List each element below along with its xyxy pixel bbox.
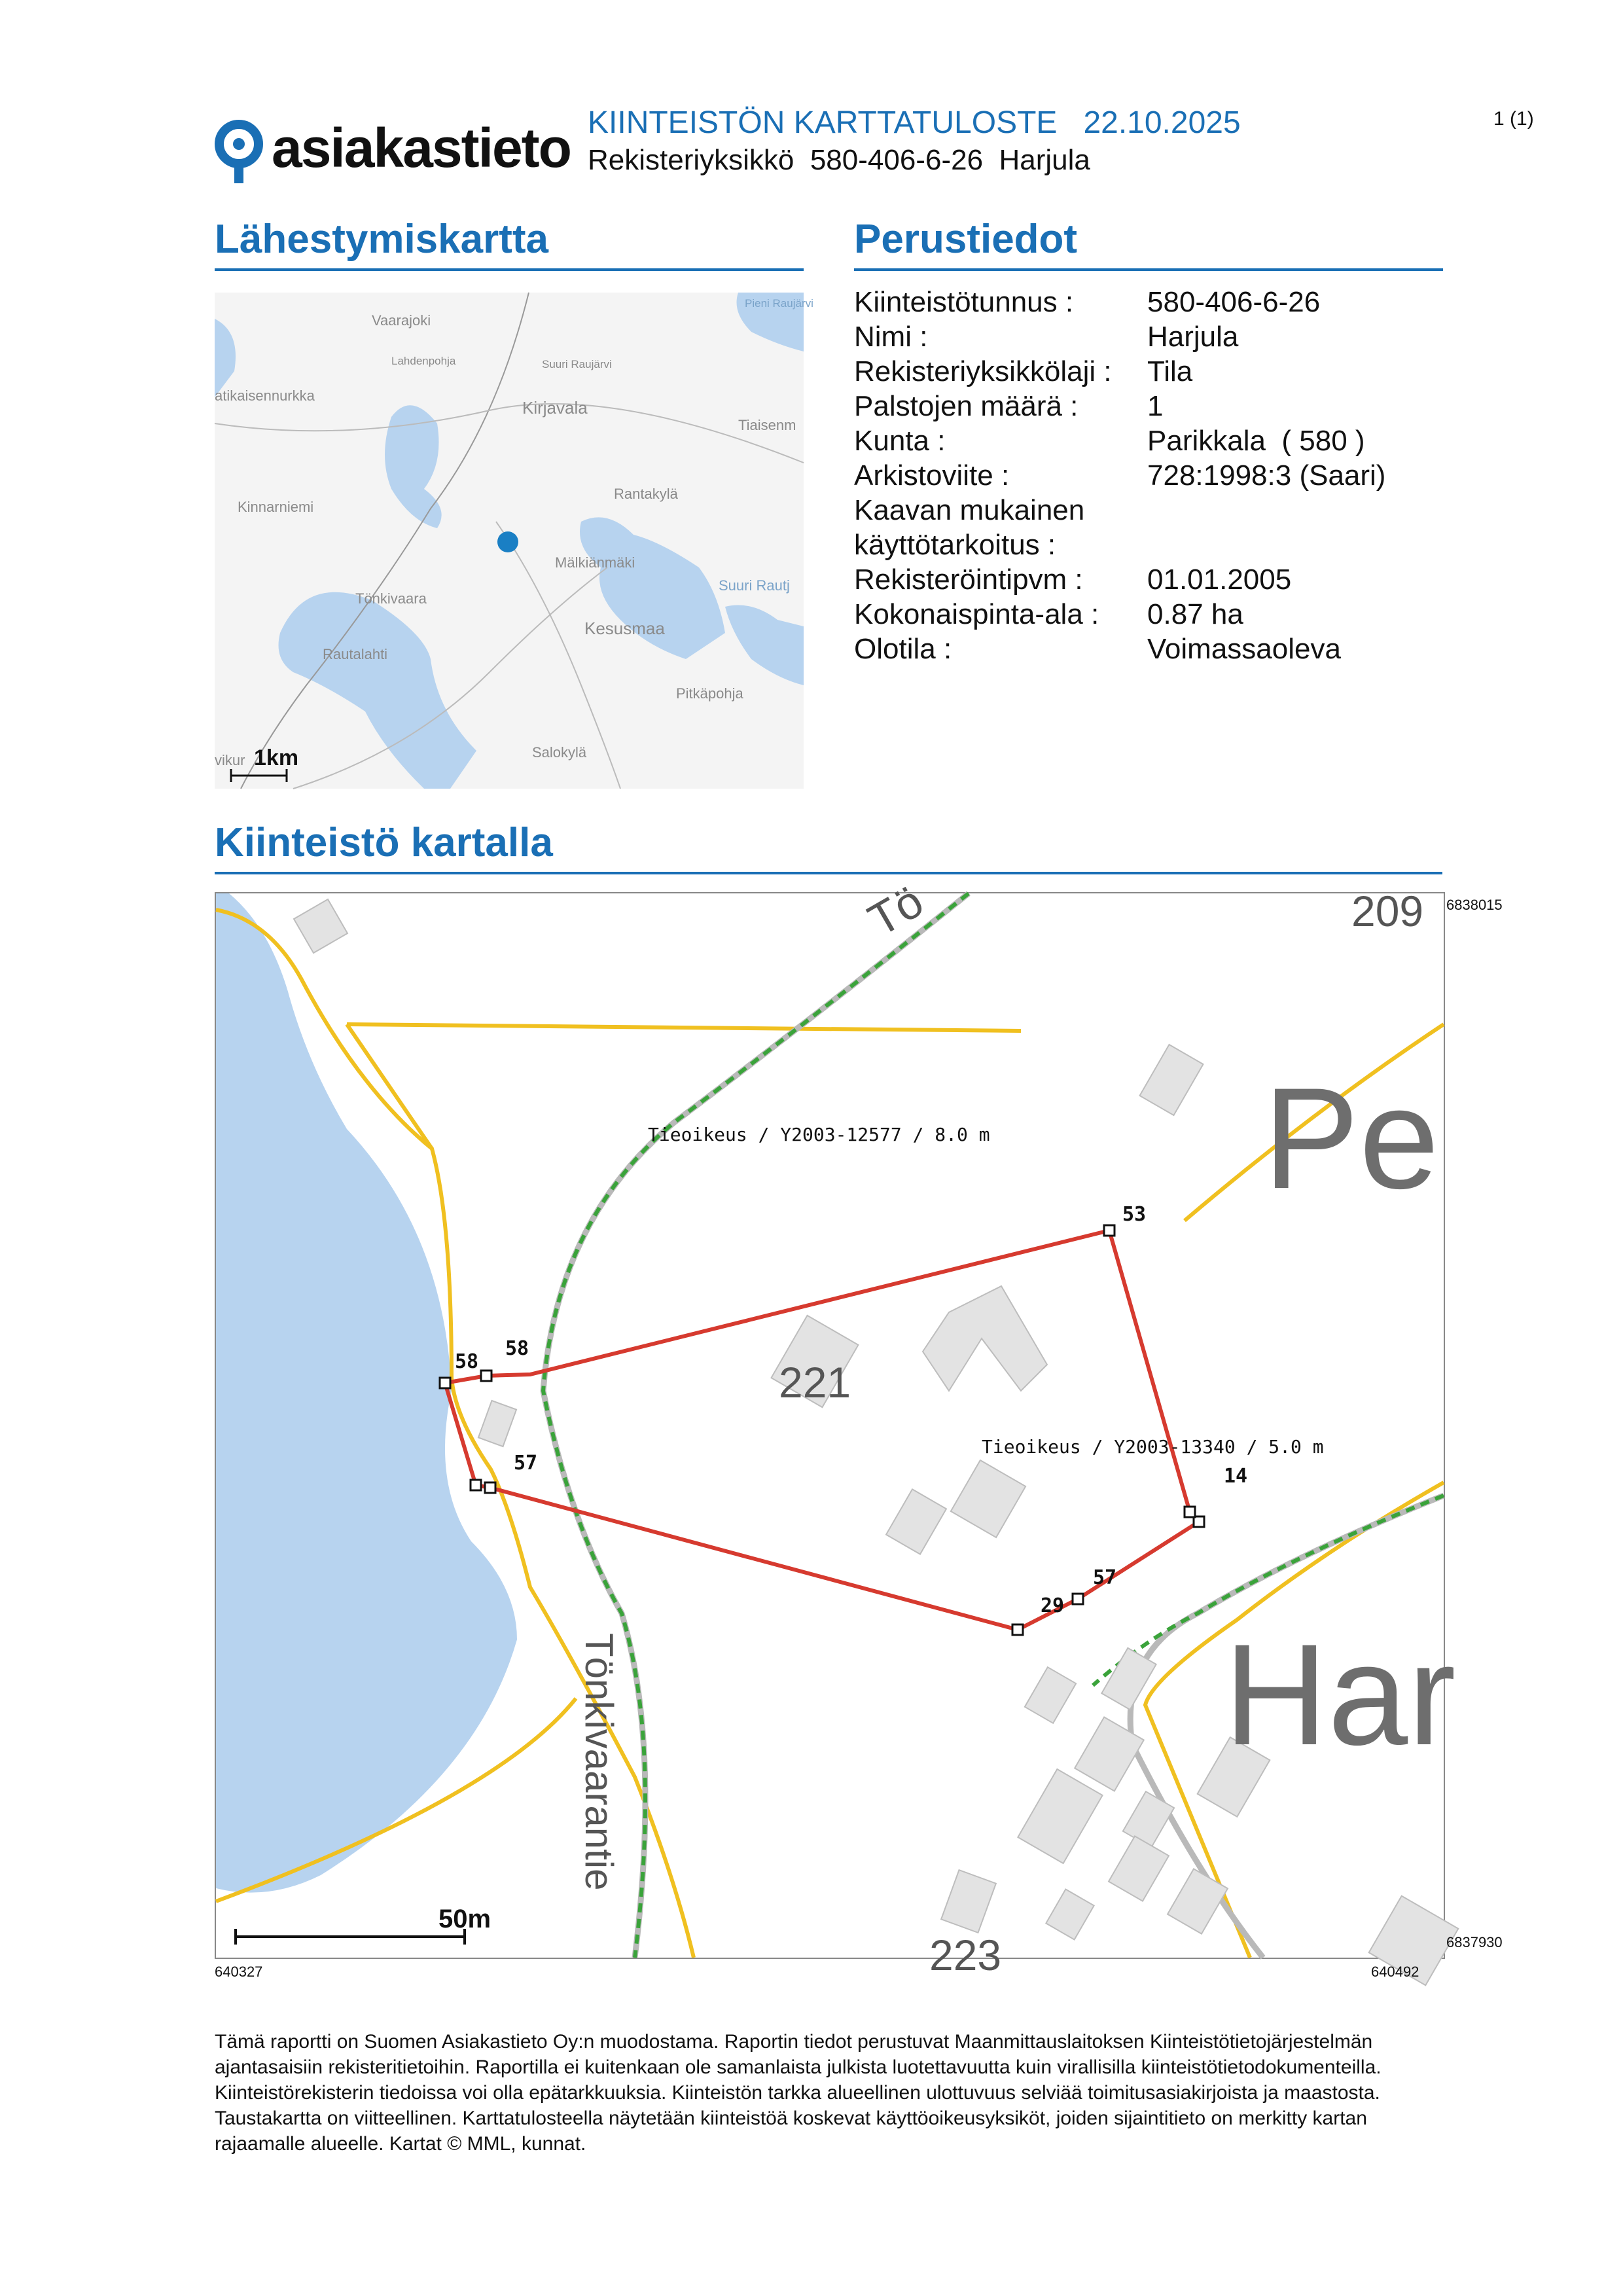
overview-map-title: Lähestymiskartta — [215, 217, 549, 262]
coord-bottom-right-x: 640492 — [1371, 1964, 1419, 1980]
details-value: Parikkala ( 580 ) — [1147, 425, 1365, 457]
footer-disclaimer: Tämä raportti on Suomen Asiakastieto Oy:n muodostama. Raportin tiedot perustuvat Maanmittauslaitoksen Kiinteistötietojärjestelmän ajantasaisiin rekisteritietoihin. Raportilla ei kuitenkaan ole samanlaista julkista luotettavuutta kuin virallisilla kiinteistötietodokumenteilla. Kiinteistörekisterin tiedoissa voi olla epätarkkuuksia. Kiinteistön tarkka alueellinen ulottuvuus selviää toimitusasiakirjoista ja maastosta. Taustakartta on viitteellinen. Karttatulosteella näytetään kiinteistöä koskevat käyttöoikeusyksiköt, joiden sijaintitieto on merkitty kartan rajaamalle alueelle. Kartat © MML, kunnat. — [215, 2031, 1382, 2155]
details-key: Rekisteröintipvm : — [854, 564, 1083, 596]
point-label: 14 — [1224, 1465, 1248, 1488]
property-boundary — [445, 1230, 1199, 1630]
details-row — [854, 632, 1443, 666]
right-of-way-label: Tieoikeus / Y2003-13340 / 5.0 m — [982, 1436, 1324, 1458]
right-of-way-label: Tieoikeus / Y2003-12577 / 8.0 m — [648, 1124, 990, 1145]
map-scale-bar — [236, 1929, 465, 1945]
details-value: 728:1998:3 (Saari) — [1147, 459, 1386, 492]
road-line — [215, 404, 804, 463]
house-number: 221 — [779, 1358, 851, 1407]
lake-shape — [279, 592, 477, 789]
place-label: Kinnarniemi — [238, 499, 314, 515]
details-value — [1147, 493, 1443, 528]
details-key: Nimi : — [854, 321, 928, 353]
house-number: 223 — [929, 1931, 1002, 1979]
place-label: Lahdenpohja — [391, 355, 456, 367]
details-table — [854, 285, 1443, 666]
details-row — [854, 389, 1443, 423]
place-label: Kirjavala — [522, 398, 588, 418]
details-title: Perustiedot — [854, 217, 1078, 262]
details-value: 1 — [1147, 390, 1164, 422]
place-label: Pieni Raujärvi — [745, 297, 813, 310]
right-of-way-lines — [543, 893, 1444, 1958]
point-label: 53 — [1122, 1203, 1147, 1226]
report-date: 22.10.2025 — [1083, 105, 1241, 140]
details-value: Harjula — [1147, 321, 1239, 353]
details-value — [1147, 528, 1443, 562]
map-scale-label: 50m — [438, 1905, 491, 1933]
point-label: 58 — [455, 1350, 479, 1373]
place-label: vikur — [215, 752, 245, 768]
details-title-rule — [854, 268, 1443, 271]
property-location-marker — [497, 531, 518, 552]
house-number: 209 — [1351, 887, 1424, 935]
details-value: 0.87 ha — [1147, 598, 1243, 630]
details-key: Olotila : — [854, 633, 952, 665]
details-row — [854, 562, 1443, 597]
place-label: Tönkivaara — [355, 590, 427, 607]
details-row — [854, 493, 1443, 528]
details-key: Rekisteriyksikkölaji : — [854, 355, 1112, 387]
place-label: Salokylä — [532, 744, 587, 761]
road-label-fragment: Tö — [859, 874, 932, 946]
lake-shape — [725, 605, 804, 686]
place-label: Pitkäpohja — [676, 685, 743, 702]
details-key: Kaavan mukainen — [854, 494, 1085, 526]
details-row — [854, 528, 1443, 562]
details-key: käyttötarkoitus : — [854, 529, 1056, 561]
overview-scale-label: 1km — [254, 745, 299, 770]
overview-map — [215, 293, 813, 789]
details-key: Arkistoviite : — [854, 459, 1010, 492]
details-key: Kokonaispinta-ala : — [854, 598, 1099, 630]
overview-scale-bar — [231, 769, 287, 782]
details-key: Kiinteistötunnus : — [854, 286, 1074, 318]
place-label: Suuri Raujärvi — [542, 358, 612, 370]
place-label: Vaarajoki — [372, 312, 431, 329]
details-row — [854, 285, 1443, 319]
road-name: Tönkivaarantie — [577, 1633, 621, 1891]
overview-title-rule — [215, 268, 804, 271]
details-row — [854, 319, 1443, 354]
lake-area — [216, 893, 517, 1893]
place-label: atikaisennurkka — [215, 387, 315, 404]
area-label: Har — [1224, 1614, 1456, 1775]
place-label: Tiaisenm — [738, 417, 796, 433]
location-pin-icon — [213, 118, 265, 190]
page-number: 1 (1) — [1493, 108, 1534, 130]
details-row — [854, 354, 1443, 389]
place-label: Rautalahti — [323, 646, 388, 662]
place-label: Suuri Rautj — [719, 577, 790, 594]
report-title — [588, 105, 1241, 141]
gray-road-lines — [543, 893, 1444, 1958]
brand-name: asiakastieto — [272, 117, 571, 179]
property-map-title: Kiinteistö kartalla — [215, 820, 553, 865]
point-label: 58 — [505, 1337, 529, 1360]
details-value: 01.01.2005 — [1147, 564, 1292, 596]
point-label: 57 — [1093, 1566, 1117, 1589]
brand-logo — [213, 111, 571, 190]
details-value: 580-406-6-26 — [1147, 286, 1321, 318]
place-label: Kesusmaa — [584, 619, 665, 638]
details-key: Kunta : — [854, 425, 946, 457]
details-value: Voimassaoleva — [1147, 633, 1341, 665]
coord-bottom-left: 640327 — [215, 1964, 263, 1980]
report-title-text: KIINTEISTÖN KARTTATULOSTE — [588, 105, 1058, 140]
lake-shape — [215, 319, 236, 397]
point-label: 29 — [1041, 1594, 1065, 1617]
details-row — [854, 423, 1443, 458]
property-map-title-rule — [215, 872, 1442, 874]
coord-top-right: 6838015 — [1446, 897, 1503, 913]
place-label: Mälkiänmäki — [555, 554, 635, 571]
details-row — [854, 597, 1443, 632]
area-label: Pe — [1263, 1058, 1440, 1219]
details-row — [854, 458, 1443, 493]
coord-bottom-right: 6837930 — [1446, 1934, 1503, 1950]
point-label: 57 — [514, 1452, 538, 1475]
details-key: Palstojen määrä : — [854, 390, 1079, 422]
details-value: Tila — [1147, 355, 1193, 387]
place-label: Rantakylä — [614, 486, 678, 502]
report-subtitle: Rekisteriyksikkö 580-406-6-26 Harjula — [588, 144, 1090, 176]
